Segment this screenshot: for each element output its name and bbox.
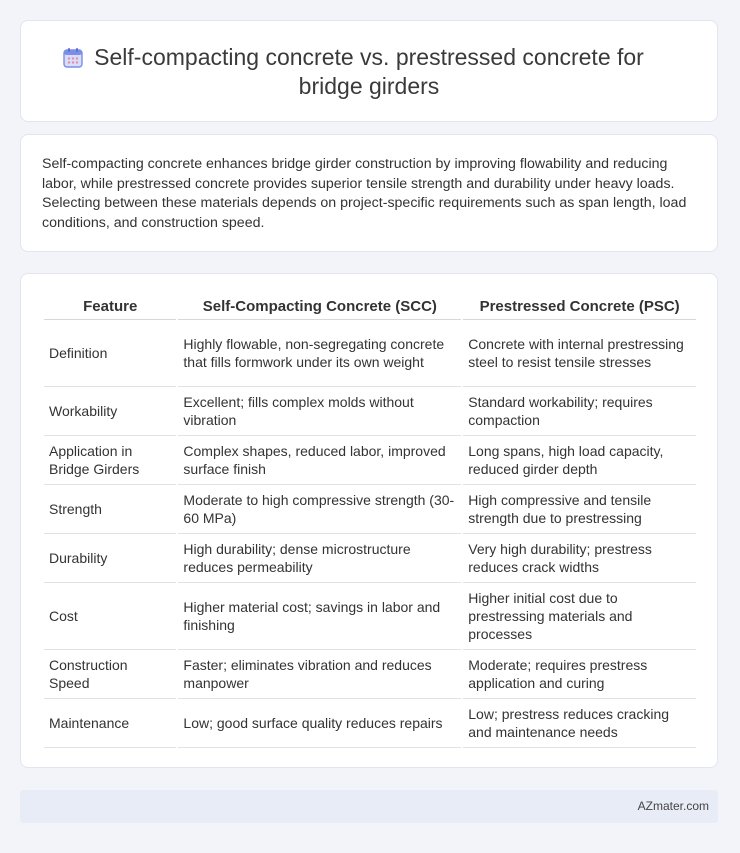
cell-feature: Application in Bridge Girders: [44, 436, 176, 485]
cell-feature: Strength: [44, 485, 176, 534]
comparison-table-card: [20, 273, 718, 768]
cell-scc: Highly flowable, non-segregating concrete that fills formwork under its own weight: [178, 320, 461, 387]
table-row: [44, 387, 696, 436]
cell-feature: Workability: [44, 387, 176, 436]
table-header-row: [44, 294, 696, 320]
table-row: [44, 485, 696, 534]
table-row: [44, 320, 696, 387]
cell-scc: Complex shapes, reduced labor, improved surface finish: [178, 436, 461, 485]
cell-scc: Excellent; fills complex molds without vibration: [178, 387, 461, 436]
page-title: Self-compacting concrete vs. prestressed concrete for bridge girders: [94, 44, 644, 99]
cell-feature: Durability: [44, 534, 176, 583]
cell-psc: High compressive and tensile strength due to prestressing: [463, 485, 696, 534]
summary-card: [20, 134, 718, 252]
header-scc: Self-Compacting Concrete (SCC): [178, 294, 461, 320]
footer: [20, 790, 718, 823]
cell-feature: Cost: [44, 583, 176, 650]
cell-psc: Standard workability; requires compaction: [463, 387, 696, 436]
cell-psc: Low; prestress reduces cracking and maintenance needs: [463, 699, 696, 748]
table-row: [44, 534, 696, 583]
page-title-wrap: [21, 43, 717, 101]
cell-scc: Low; good surface quality reduces repairs: [178, 699, 461, 748]
cell-feature: Definition: [44, 320, 176, 387]
cell-psc: Higher initial cost due to prestressing materials and processes: [463, 583, 696, 650]
table-row: [44, 436, 696, 485]
cell-scc: Moderate to high compressive strength (30-60 MPa): [178, 485, 461, 534]
footer-brand-link[interactable]: AZmater.com: [637, 799, 709, 813]
cell-psc: Long spans, high load capacity, reduced girder depth: [463, 436, 696, 485]
cell-psc: Concrete with internal prestressing steel to resist tensile stresses: [463, 320, 696, 387]
table-row: [44, 583, 696, 650]
comparison-table: [42, 294, 698, 748]
table-row: [44, 699, 696, 748]
cell-psc: Very high durability; prestress reduces crack widths: [463, 534, 696, 583]
table-row: [44, 650, 696, 699]
cell-scc: Higher material cost; savings in labor and finishing: [178, 583, 461, 650]
cell-scc: Faster; eliminates vibration and reduces manpower: [178, 650, 461, 699]
title-card: [20, 20, 718, 122]
cell-psc: Moderate; requires prestress application and curing: [463, 650, 696, 699]
cell-scc: High durability; dense microstructure reduces permeability: [178, 534, 461, 583]
summary-text: Self-compacting concrete enhances bridge girder construction by improving flowability and reducing labor, while prestressed concrete provides superior tensile strength and durability under heavy loads. Selecting between these materials depends on project-specific requirements such as span length, load conditions, and construction speed.: [42, 156, 687, 231]
cell-feature: Construction Speed: [44, 650, 176, 699]
header-psc: Prestressed Concrete (PSC): [463, 294, 696, 320]
cell-feature: Maintenance: [44, 699, 176, 748]
header-feature: Feature: [44, 294, 176, 320]
